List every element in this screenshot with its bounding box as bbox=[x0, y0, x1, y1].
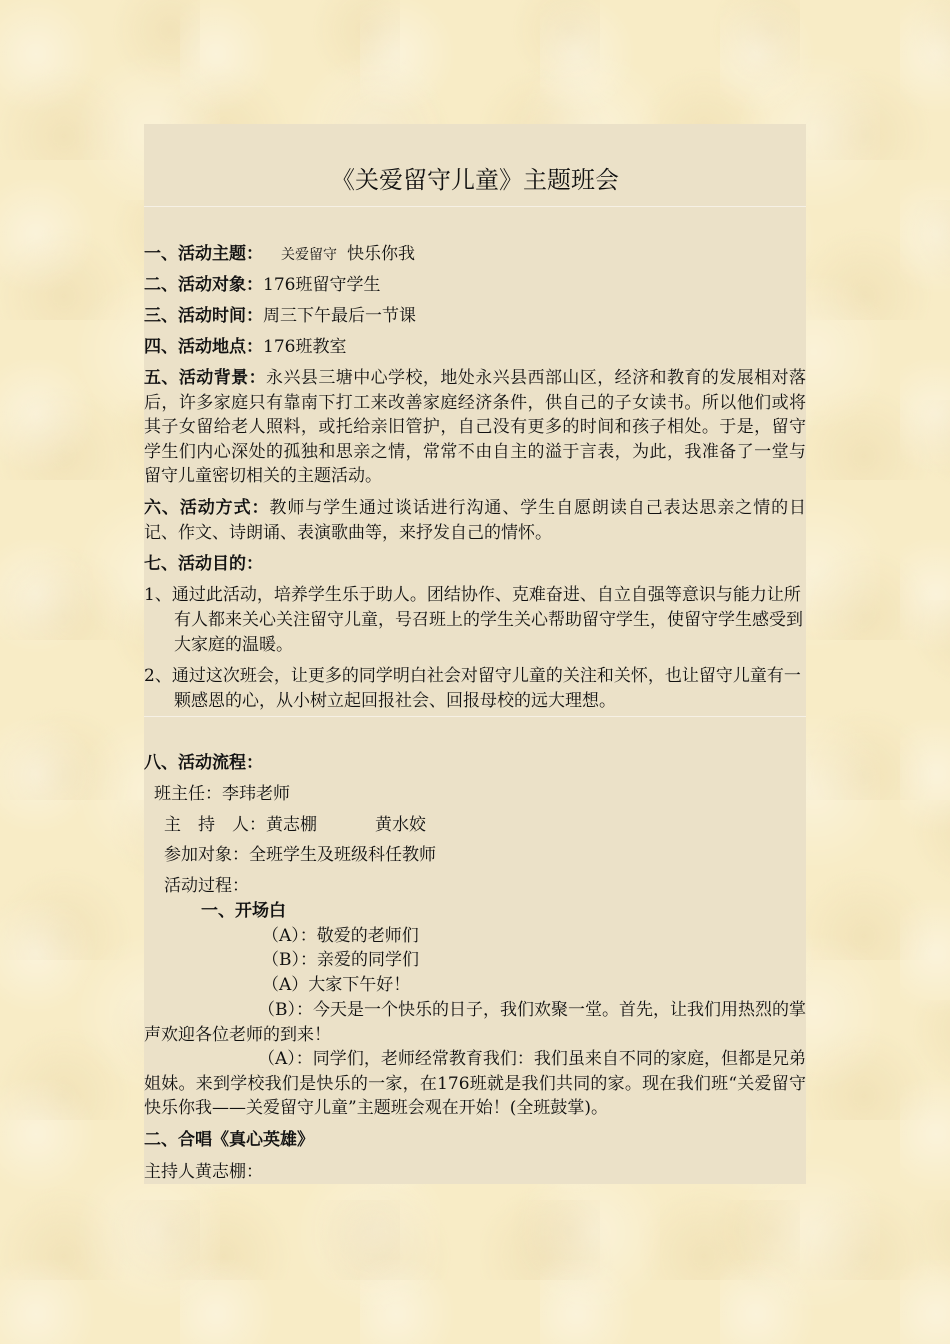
line-a2: （A）大家下午好！ bbox=[262, 975, 411, 995]
theme-value-b: 快乐你我 bbox=[347, 244, 415, 264]
line-a1: （A）：敬爱的老师们 bbox=[262, 926, 419, 946]
theme-value-a: 关爱留守 bbox=[281, 247, 337, 263]
participants: 参加对象：全班学生及班级科任教师 bbox=[164, 845, 436, 865]
time-label: 三、活动时间： bbox=[144, 306, 263, 326]
background-label: 五、活动背景： bbox=[144, 368, 267, 388]
target-line bbox=[144, 273, 380, 297]
song-title: 二、合唱《真心英雄》 bbox=[144, 1130, 314, 1150]
hosts-line bbox=[164, 813, 426, 837]
theme-label: 一、活动主题： bbox=[144, 244, 263, 264]
purpose-item-2: 2、通过这次班会，让更多的同学明白社会对留守儿童的关注和关怀，也让留守儿童有一颗感恩的心，从小树立起回报社会、回报母校的远大理想。 bbox=[144, 666, 801, 711]
method-text: 教师与学生通过谈话进行沟通、学生自愿朗读自己表达思亲之情的日记、作文、诗朗诵、表演歌曲等，来抒发自己的情怀。 bbox=[144, 498, 807, 543]
theme-line bbox=[144, 242, 415, 267]
place-line bbox=[144, 335, 346, 359]
opening-title: 一、开场白 bbox=[201, 901, 286, 921]
method-paragraph bbox=[144, 496, 806, 545]
process-steps-label: 活动过程： bbox=[164, 876, 249, 896]
head-teacher: 班主任：李玮老师 bbox=[154, 784, 290, 804]
purpose-label: 七、活动目的： bbox=[144, 554, 263, 574]
line-b1: （B）：亲爱的同学们 bbox=[262, 950, 419, 970]
background-text: 永兴县三塘中心学校，地处永兴县西部山区，经济和教育的发展相对落后，许多家庭只有靠南下打工来改善家庭经济条件，供自己的子女读书。所以他们或将其子女留给老人照料，或托给亲旧管护，自己没有更多的时间和孩子相处。于是，留守学生们内心深处的孤独和思亲之情，常常不由自主的溢于言表，为此，我准备了一堂与留守儿童密切相关的主题活动。 bbox=[144, 368, 807, 486]
target-value: 176班留守学生 bbox=[263, 275, 381, 295]
place-label: 四、活动地点： bbox=[144, 337, 263, 357]
purpose-item-1: 1、通过此活动，培养学生乐于助人。团结协作、克难奋进、自立自强等意识与能力让所有人都来关心关注留守儿童，号召班上的学生关心帮助留守学生，使留守学生感受到大家庭的温暖。 bbox=[144, 585, 803, 655]
time-line bbox=[144, 304, 416, 328]
host-2: 黄水姣 bbox=[375, 815, 426, 835]
divider bbox=[144, 716, 806, 717]
background-paragraph bbox=[144, 366, 806, 489]
place-value: 176班教室 bbox=[263, 337, 347, 357]
line-a3: （A）：同学们，老师经常教育我们：我们虽来自不同的家庭，但都是兄弟姐妹。来到学校我们是快乐的一家，在176班就是我们共同的家。现在我们班“关爱留守 快乐你我——关爱留守儿童”主题班会观在开始！(全班鼓掌)。 bbox=[144, 1049, 823, 1118]
line-b2: （B）：今天是一个快乐的日子，我们欢聚一堂。首先，让我们用热烈的掌声欢迎各位老师的到来！ bbox=[144, 1000, 806, 1045]
divider bbox=[144, 206, 806, 207]
process-label: 八、活动流程： bbox=[144, 753, 263, 773]
method-label: 六、活动方式： bbox=[144, 498, 270, 518]
hosts-label: 主 持 人：黄志棚 bbox=[164, 815, 317, 835]
host-speaker: 主持人黄志棚： bbox=[144, 1162, 263, 1182]
time-value: 周三下午最后一节课 bbox=[263, 306, 416, 326]
target-label: 二、活动对象： bbox=[144, 275, 263, 295]
document-title: 《关爱留守儿童》主题班会 bbox=[331, 166, 619, 194]
